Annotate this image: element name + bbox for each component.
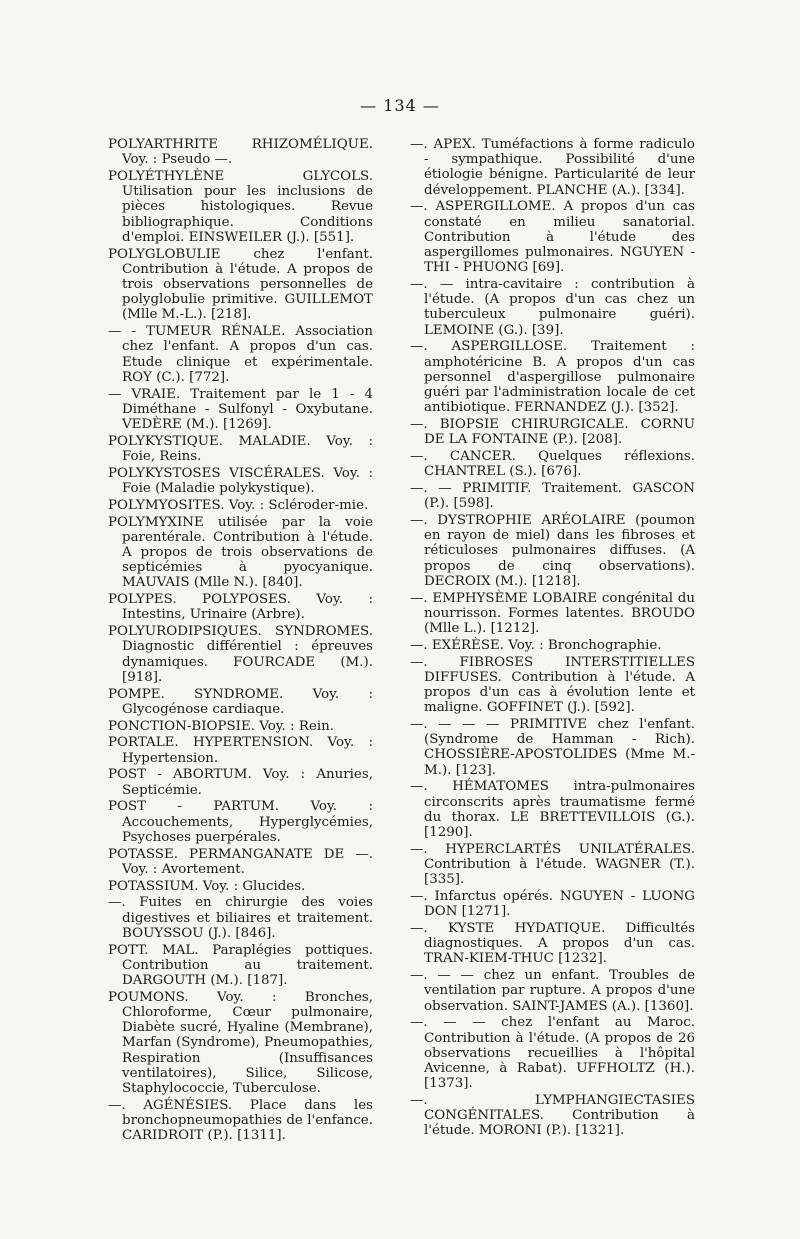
index-entry: —. EMPHYSÈME LOBAIRE congénital du nourrisson. Formes latentes. BROUDO (Mlle L.). [1212]. [410,590,695,637]
index-entry: POST - PARTUM. Voy. : Accouchements, Hyperglycémies, Psychoses puerpérales. [108,799,373,845]
index-entry: —. Fuites en chirurgie des voies digestives et biliaires et traitement. BOUYSSOU (J.). [846]. [108,895,373,941]
right-column [410,137,695,1140]
index-entry: PONCTION-BIOPSIE. Voy. : Rein. [108,718,334,734]
index-entry: —. FIBROSES INTERSTITIELLES DIFFUSES. Contribution à l'étude. A propos d'un cas à évolution lente et maligne. GOFFINET (J.). [592]. [410,654,695,716]
index-entry: —. BIOPSIE CHIRURGICALE. CORNU DE LA FONTAINE (P.). [208]. [410,417,695,448]
index-entry: POLYKYSTIQUE. MALADIE. Voy. : Foie, Reins. [108,433,373,465]
index-entry: POLYKYSTOSES VISCÉRALES. Voy. : Foie (Maladie polykystique). [108,465,373,497]
left-column [108,137,373,1145]
index-entry: —. — intra-cavitaire : contribution à l'étude. (A propos d'un cas chez un tuberculeux pulmonaire guéri). LEMOINE (G.). [39]. [410,277,695,338]
index-entry: POLYMYOSITES. Voy. : Scléroder-mie. [108,497,369,513]
index-entry: —. HÉMATOMES intra-pulmonaires circonscrits après traumatisme fermé du thorax. LE BRETTEVILLOIS (G.). [1290]. [410,779,695,841]
index-entry: —. — PRIMITIF. Traitement. GASCON (P.). [598]. [410,481,695,512]
index-entry: POLYURODIPSIQUES. SYNDROMES. Diagnostic différentiel : épreuves dynamiques. FOURCADE (M.). [918]. [108,624,373,685]
index-entry: —. EXÉRÈSE. Voy. : Bronchographie. [410,637,662,653]
index-entry: — VRAIE. Traitement par le 1 - 4 Diméthane - Sulfonyl - Oxybutane. VEDÈRE (M.). [1269]. [108,386,373,433]
index-entry: —. — — chez l'enfant au Maroc. Contribution à l'étude. (A propos de 26 observations recueillies à l'hôpital Avicenne, à Rabat). UFFHOLTZ (H.). [1373]. [410,1015,695,1092]
index-entry: —. — — — PRIMITIVE chez l'enfant. (Syndrome de Hamman - Rich). CHOSSIÈRE-APOSTOLIDES (Mme M.-M.). [123]. [410,717,695,778]
index-entry: —. DYSTROPHIE ARÉOLAIRE (poumon en rayon de miel) dans les fibroses et réticuloses pulmonaires diffuses. (A propos de cinq observations). DECROIX (M.). [1218]. [410,513,695,589]
index-entry: POMPE. SYNDROME. Voy. : Glycogénose cardiaque. [108,686,373,717]
index-entry: —. APEX. Tuméfactions à forme radiculo - sympathique. Possibilité d'une étiologie bénigne. Particularité de leur développement. PLANCHE (A.). [334]. [410,137,695,198]
index-entry: —. ASPERGILLOSE. Traitement : amphotéricine B. A propos d'un cas personnel d'aspergillose pulmonaire guéri par l'administration locale de cet antibiotique. FERNANDEZ (J.). [352]. [410,339,695,416]
page-number: — 134 — [360,96,440,115]
index-entry: —. — — chez un enfant. Troubles de ventilation par rupture. A propos d'une observation. SAINT-JAMES (A.). [1360]. [410,968,695,1014]
index-entry: POTT. MAL. Paraplégies pottiques. Contribution au traitement. DARGOUTH (M.). [187]. [108,942,373,989]
index-entry: — - TUMEUR RÉNALE. Association chez l'enfant. A propos d'un cas. Etude clinique et expérimentale. ROY (C.). [772]. [108,324,373,385]
index-entry: POTASSE. PERMANGANATE DE —. Voy. : Avortement. [108,846,373,877]
index-entry: —. CANCER. Quelques réflexions. CHANTREL (S.). [676]. [410,449,695,480]
index-entry: —. HYPERCLARTÉS UNILATÉRALES. Contribution à l'étude. WAGNER (T.). [335]. [410,841,695,888]
index-entry: POLYPES. POLYPOSES. Voy. : Intestins, Urinaire (Arbre). [108,592,373,623]
index-entry: —. AGÉNÉSIES. Place dans les bronchopneumopathies de l'enfance. CARIDROIT (P.). [1311]. [108,1097,373,1144]
index-entry: POLYMYXINE utilisée par la voie parentérale. Contribution à l'étude. A propos de trois observations de septicémies à pyocyanique. MAUVAIS (Mlle N.). [840]. [108,514,373,591]
index-entry: POTASSIUM. Voy. : Glucides. [108,878,306,894]
index-entry: POLYARTHRITE RHIZOMÉLIQUE. Voy. : Pseudo —. [108,137,373,168]
index-entry: POUMONS. Voy. : Bronches, Chloroforme, Cœur pulmonaire, Diabète sucré, Hyaline (Membrane), Marfan (Syndrome), Pneumopathies, Respiration (Insuffisances ventilatoires), Silice, Silicose, Staphylococcie, Tuberculose. [108,989,373,1097]
index-entry: —. LYMPHANGIECTASIES CONGÉNITALES. Contribution à l'étude. MORONI (P.). [1321]. [410,1093,695,1139]
index-entry: —. KYSTE HYDATIQUE. Difficultés diagnostiques. A propos d'un cas. TRAN-KIEM-THUC [1232]. [410,921,695,967]
index-entry: POLYGLOBULIE chez l'enfant. Contribution à l'étude. A propos de trois observations personnelles de polyglobulie primitive. GUILLEMOT (Mlle M.-L.). [218]. [108,246,373,323]
index-entry: PORTALE. HYPERTENSION. Voy. : Hypertension. [108,735,373,766]
index-entry: —. ASPERGILLOME. A propos d'un cas constaté en milieu sanatorial. Contribution à l'étude des aspergillomes pulmonaires. NGUYEN - THI - PHUONG [69]. [410,199,695,276]
index-entry: POST - ABORTUM. Voy. : Anuries, Septicémie. [108,767,373,798]
index-entry: POLYÉTHYLÈNE GLYCOLS. Utilisation pour les inclusions de pièces histologiques. Revue bibliographique. Conditions d'emploi. EINSWEILER (J.). [551]. [108,169,373,245]
index-entry: —. Infarctus opérés. NGUYEN - LUONG DON [1271]. [410,889,695,920]
